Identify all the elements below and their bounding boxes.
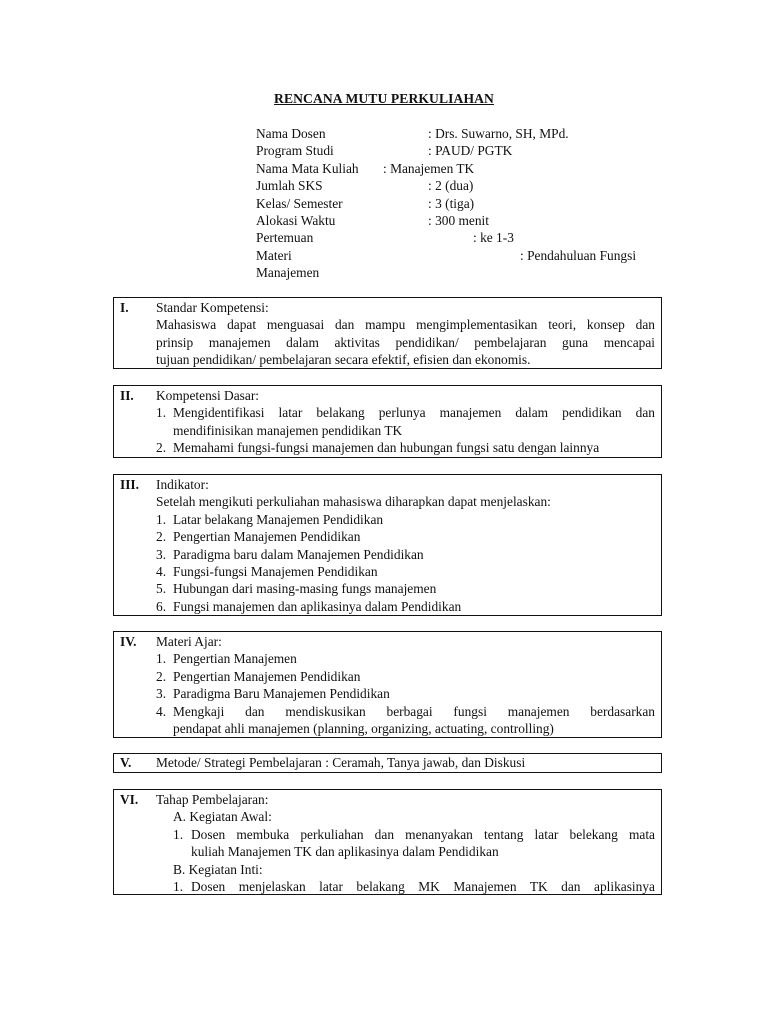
section-content xyxy=(156,791,655,895)
list-item-number: 2. xyxy=(156,529,167,545)
list-item-number: 1. xyxy=(173,878,184,894)
section-content xyxy=(156,299,655,369)
list-item-text: Dosen membuka perkuliahan dan menanyakan tentang latar belekang mata xyxy=(191,826,655,842)
info-value: : Pendahuluan Fungsi xyxy=(520,247,637,263)
list-item xyxy=(156,546,655,563)
section-text-line: Metode/ Strategi Pembelajaran : Ceramah, Tanya jawab, dan Diskusi xyxy=(156,755,526,770)
info-row-materi xyxy=(256,247,651,282)
list-item-text: Latar belakang Manajemen Pendidikan xyxy=(173,511,384,527)
list-item-text: Hubungan dari masing-masing fungs manajemen xyxy=(173,581,437,597)
info-label: Jumlah SKS xyxy=(256,178,323,194)
section-indikator xyxy=(113,474,662,616)
info-label: Alokasi Waktu xyxy=(256,212,336,228)
document-title: RENCANA MUTU PERKULIAHAN xyxy=(274,91,494,106)
list-item xyxy=(156,439,655,456)
list-item-number: 4. xyxy=(156,703,167,719)
list-item xyxy=(156,580,655,597)
sub-heading: A. Kegiatan Awal: xyxy=(173,809,272,825)
section-content xyxy=(156,476,655,615)
info-row-sks xyxy=(256,177,651,194)
section-kompetensi-dasar xyxy=(113,385,662,458)
list-item xyxy=(156,685,655,702)
list-item-text: Paradigma Baru Manajemen Pendidikan xyxy=(173,686,390,702)
section-heading: Indikator: xyxy=(156,477,209,492)
list-item-number: 1. xyxy=(156,511,167,527)
section-heading: Tahap Pembelajaran: xyxy=(156,792,269,807)
section-number: V. xyxy=(120,755,132,770)
list-item-text: Memahami fungsi-fungsi manajemen dan hubungan fungsi satu dengan lainnya xyxy=(173,440,600,456)
info-value: : 3 (tiga) xyxy=(428,195,475,211)
list-item-text: Paradigma baru dalam Manajemen Pendidikan xyxy=(173,546,424,562)
section-heading: Kompetensi Dasar: xyxy=(156,388,260,403)
section-number: I. xyxy=(120,300,129,315)
section-number: IV. xyxy=(120,634,137,649)
list-item xyxy=(156,650,655,667)
info-label: Kelas/ Semester xyxy=(256,195,343,211)
list-item xyxy=(156,528,655,545)
info-label: Nama Mata Kuliah xyxy=(256,160,359,176)
list-item-number: 2. xyxy=(156,440,167,456)
list-item-number: 6. xyxy=(156,598,167,614)
list-item-number: 3. xyxy=(156,546,167,562)
list-item xyxy=(156,511,655,528)
section-heading: Standar Kompetensi: xyxy=(156,300,269,315)
info-label: Program Studi xyxy=(256,143,334,159)
list-item-number: 5. xyxy=(156,581,167,597)
section-content xyxy=(156,633,655,737)
list-item xyxy=(156,878,655,895)
list-item-text: Pengertian Manajemen Pendidikan xyxy=(173,668,361,684)
section-number: II. xyxy=(120,388,134,403)
info-row-kelas xyxy=(256,195,651,212)
info-label: Pertemuan xyxy=(256,230,314,246)
list-item-number: 1. xyxy=(173,826,184,842)
info-value: : Manajemen TK xyxy=(383,160,475,176)
info-value: : 2 (dua) xyxy=(428,178,474,194)
info-label: Nama Dosen xyxy=(256,126,326,141)
sub-heading: B. Kegiatan Inti: xyxy=(173,861,263,877)
list-item xyxy=(156,563,655,580)
list-item-number: 2. xyxy=(156,668,167,684)
info-value-continued: Manajemen xyxy=(256,265,320,281)
info-value: : PAUD/ PGTK xyxy=(428,143,513,159)
list-item-number: 3. xyxy=(156,686,167,702)
list-item-text: Fungsi manajemen dan aplikasinya dalam Pendidikan xyxy=(173,598,462,614)
info-label: Materi xyxy=(256,247,292,263)
section-text-line: tujuan pendidikan/ pembelajaran secara efektif, efisien dan ekonomis. xyxy=(156,352,531,368)
section-materi-ajar xyxy=(113,631,662,738)
list-item-text: Pengertian Manajemen xyxy=(173,651,297,667)
info-value: : Drs. Suwarno, SH, MPd. xyxy=(428,126,569,141)
list-item xyxy=(156,826,655,861)
section-content xyxy=(156,754,655,771)
info-row-waktu xyxy=(256,212,651,229)
section-tahap-pembelajaran xyxy=(113,789,662,895)
section-number: III. xyxy=(120,477,139,492)
info-value: : ke 1-3 xyxy=(473,230,514,246)
list-item-text: mendifinisikan manajemen pendidikan TK xyxy=(173,422,403,438)
info-value: : 300 menit xyxy=(428,212,489,228)
list-item-text: Fungsi-fungsi Manajemen Pendidikan xyxy=(173,563,378,579)
section-heading: Materi Ajar: xyxy=(156,634,222,649)
list-item-number: 1. xyxy=(156,405,167,421)
course-info xyxy=(256,125,651,282)
section-text-line: Setelah mengikuti perkuliahan mahasiswa diharapkan dapat menjelaskan: xyxy=(156,494,551,510)
list-item-text: kuliah Manajemen TK dan aplikasinya dalam Pendidikan xyxy=(191,844,499,860)
list-item xyxy=(156,668,655,685)
section-text-line: prinsip manajemen dalam aktivitas pendidikan/ pembelajaran guna mencapai xyxy=(156,334,655,350)
list-item-text: Pengertian Manajemen Pendidikan xyxy=(173,529,361,545)
info-row-pertemuan xyxy=(256,229,651,246)
section-number: VI. xyxy=(120,792,139,807)
list-item xyxy=(156,598,655,615)
info-row-dosen xyxy=(256,125,651,142)
section-standar-kompetensi xyxy=(113,297,662,369)
list-item-text: Mengidentifikasi latar belakang perlunya manajemen dalam pendidikan dan xyxy=(173,405,655,421)
section-content xyxy=(156,387,655,457)
info-row-matkul xyxy=(256,160,651,177)
list-item-text: pendapat ahli manajemen (planning, organizing, actuating, controlling) xyxy=(173,720,554,736)
list-item-text: Mengkaji dan mendiskusikan berbagai fungsi manajemen berdasarkan xyxy=(173,703,655,719)
section-text-line: Mahasiswa dapat menguasai dan mampu mengimplementasikan teori, konsep dan xyxy=(156,317,655,333)
list-item-text: Dosen menjelaskan latar belakang MK Manajemen TK dan aplikasinya xyxy=(191,878,655,894)
section-metode xyxy=(113,753,662,773)
list-item xyxy=(156,703,655,738)
info-row-prodi xyxy=(256,142,651,159)
list-item xyxy=(156,404,655,439)
list-item-number: 1. xyxy=(156,651,167,667)
list-item-number: 4. xyxy=(156,563,167,579)
